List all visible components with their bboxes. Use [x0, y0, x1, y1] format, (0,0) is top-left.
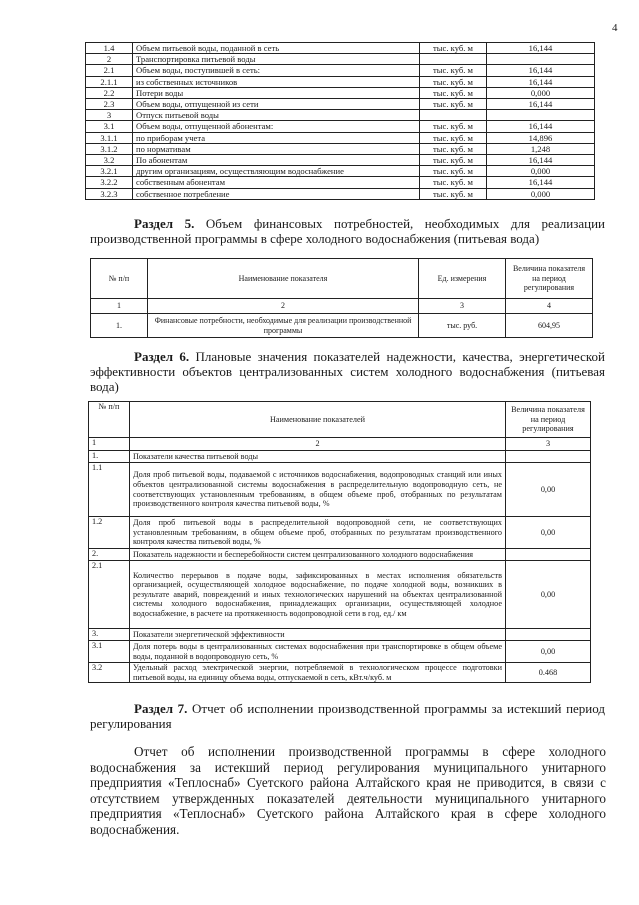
- table-cell: 2: [86, 54, 133, 65]
- table-cell: другим организациям, осуществляющим водоснабжение: [133, 166, 420, 177]
- table-cell: Показатель надежности и бесперебойности систем централизованного холодного водоснабжения: [130, 549, 506, 561]
- table-cell: 0,000: [487, 87, 595, 98]
- table-cell: [487, 54, 595, 65]
- header-cell: Ед. измерения: [419, 259, 506, 299]
- table-cell: 16,144: [487, 99, 595, 110]
- number-cell: 2: [130, 438, 506, 451]
- table-cell: тыс. куб. м: [420, 99, 487, 110]
- table-cell: 3.2: [86, 155, 133, 166]
- table-cell: тыс. куб. м: [420, 177, 487, 188]
- table-row: [89, 641, 591, 663]
- table-row: [86, 99, 595, 110]
- table-cell: Доля проб питьевой воды, подаваемой с источников водоснабжения, водопроводных станций или иных объектов централизованной системы водоснабжения в распределительную водопроводную сеть, не соответствующих установленным требованиям, в общем объеме проб, отобранных по результатам производственного контроля качества питьевой воды, %: [130, 463, 506, 517]
- number-cell: 4: [506, 299, 593, 314]
- table-cell: тыс. руб.: [419, 314, 506, 338]
- table-cell: 3.1: [86, 121, 133, 132]
- table-cell: Доля потерь воды в централизованных системах водоснабжения при транспортировке в общем объеме воды, поданной в водопроводную сеть, %: [130, 641, 506, 663]
- table-cell: тыс. куб. м: [420, 76, 487, 87]
- table-row: [86, 132, 595, 143]
- table-cell: 0,000: [487, 188, 595, 199]
- section7-text: Отчет об исполнении производственной программы в сфере холодного водоснабжения за истекший период регулирования муниципального унитарного предприятия «Теплоснаб» Суетского района Алтайского края не приводится, в связи с отсутствием утвержденных показателей деятельности муниципального унитарного предприятия «Теплоснаб» Суетского района Алтайского края в сфере холодного водоснабжения.: [90, 744, 606, 837]
- table-row: [89, 663, 591, 683]
- table-cell: 2.3: [86, 99, 133, 110]
- indicators-table: [88, 401, 591, 683]
- table-cell: 0.468: [506, 663, 591, 683]
- table-cell: Отпуск питьевой воды: [133, 110, 420, 121]
- table-cell: 2.1: [86, 65, 133, 76]
- table-cell: Потери воды: [133, 87, 420, 98]
- header-cell: Величина показателя на период регулирования: [506, 259, 593, 299]
- section6-title: Плановые значения показателей надежности, качества, энергетической эффективности объектов централизованных систем холодного водоснабжения (питьевая вода): [90, 349, 606, 394]
- table-row: [86, 166, 595, 177]
- table-cell: из собственных источников: [133, 76, 420, 87]
- section7-title: Отчет об исполнении производственной программы за истекший период регулирования: [90, 701, 605, 731]
- number-cell: 1: [91, 299, 148, 314]
- number-cell: 3: [419, 299, 506, 314]
- table-row: [89, 451, 591, 463]
- table-cell: 14,896: [487, 132, 595, 143]
- table-row: [89, 517, 591, 549]
- table-cell: по приборам учета: [133, 132, 420, 143]
- table-cell: [506, 451, 591, 463]
- table-cell: тыс. куб. м: [420, 143, 487, 154]
- table-cell: Доля проб питьевой воды в распределительной водопроводной сети, не соответствующих установленным требованиям, в общем объеме проб, отобранных по результатам производственного контроля качества питьевой воды, %: [130, 517, 506, 549]
- table-row: [86, 65, 595, 76]
- table-cell: Показатели энергетической эффективности: [130, 629, 506, 641]
- table-cell: 3.2.1: [86, 166, 133, 177]
- table-cell: 1.4: [86, 43, 133, 54]
- table-cell: Объем воды, отпущенной из сети: [133, 99, 420, 110]
- table-row: [89, 561, 591, 629]
- table-cell: Объем питьевой воды, поданной в сеть: [133, 43, 420, 54]
- table-cell: 16,144: [487, 155, 595, 166]
- table-row: [86, 155, 595, 166]
- table-cell: Объем воды, отпущенной абонентам:: [133, 121, 420, 132]
- table-cell: 16,144: [487, 43, 595, 54]
- table-cell: тыс. куб. м: [420, 65, 487, 76]
- table-row: [86, 54, 595, 65]
- table-row: [86, 143, 595, 154]
- table-cell: 1.2: [89, 517, 130, 549]
- table-cell: Транспортировка питьевой воды: [133, 54, 420, 65]
- table-cell: 0,000: [487, 166, 595, 177]
- table-row: [86, 76, 595, 87]
- table-cell: тыс. куб. м: [420, 155, 487, 166]
- section5-label: Раздел 5.: [134, 216, 195, 231]
- table-cell: тыс. куб. м: [420, 121, 487, 132]
- section6-heading: [90, 349, 605, 394]
- table-row: [89, 629, 591, 641]
- table-cell: 3.2.3: [86, 188, 133, 199]
- number-cell: 3: [506, 438, 591, 451]
- table-row: [89, 463, 591, 517]
- table-cell: по нормативам: [133, 143, 420, 154]
- table-cell: тыс. куб. м: [420, 166, 487, 177]
- header-cell: Наименование показателя: [148, 259, 419, 299]
- table-cell: 3.1.1: [86, 132, 133, 143]
- water-balance-table: [85, 42, 595, 200]
- table-cell: 1.1: [89, 463, 130, 517]
- table-cell: 2.: [89, 549, 130, 561]
- header-cell: Величина показателя на период регулирования: [506, 402, 591, 438]
- table-row: [86, 87, 595, 98]
- header-cell: Наименование показателей: [130, 402, 506, 438]
- table-cell: 16,144: [487, 65, 595, 76]
- table-cell: [487, 110, 595, 121]
- section6-label: Раздел 6.: [134, 349, 190, 364]
- page-number: 4: [612, 22, 618, 34]
- table-cell: Удельный расход электрической энергии, потребляемой в технологическом процессе подготовки питьевой воды, на единицу объема воды, отпускаемой в сеть, кВт.ч/куб. м: [130, 663, 506, 683]
- table-cell: 16,144: [487, 121, 595, 132]
- table-row: [86, 188, 595, 199]
- table-cell: 0,00: [506, 463, 591, 517]
- header-cell: № п/п: [91, 259, 148, 299]
- header-cell: № п/п: [89, 402, 130, 438]
- table-cell: 0,00: [506, 641, 591, 663]
- section7-heading: [90, 701, 605, 731]
- financial-needs-table: [90, 258, 593, 338]
- table-cell: 1.: [91, 314, 148, 338]
- table-cell: 16,144: [487, 177, 595, 188]
- table-cell: По абонентам: [133, 155, 420, 166]
- table-row: [86, 177, 595, 188]
- table-row: [86, 43, 595, 54]
- table-cell: 604,95: [506, 314, 593, 338]
- table-cell: Объем воды, поступившей в сеть:: [133, 65, 420, 76]
- table-cell: собственным абонентам: [133, 177, 420, 188]
- table-cell: 2.1: [89, 561, 130, 629]
- table-cell: [420, 54, 487, 65]
- table-cell: Количество перерывов в подаче воды, зафиксированных в местах исполнения обязательств организацией, осуществляющей холодное водоснабжение, по подаче холодной воды, возникших в результате аварий, повреждений и иных технологических нарушений на объектах централизованной системы холодного водоснабжения, принадлежащих организации, осуществляющей холодное водоснабжение, в расчете на протяженность водопроводной сети в год, ед./ км: [130, 561, 506, 629]
- table-cell: 1,248: [487, 143, 595, 154]
- table-row: [86, 110, 595, 121]
- table-cell: тыс. куб. м: [420, 43, 487, 54]
- section5-title: Объем финансовых потребностей, необходимых для реализации производственной программы в сфере холодного водоснабжения (питьевая вода): [90, 216, 605, 246]
- table-cell: 3.: [89, 629, 130, 641]
- number-cell: 2: [148, 299, 419, 314]
- table-cell: 3.1: [89, 641, 130, 663]
- table-cell: Показатели качества питьевой воды: [130, 451, 506, 463]
- number-cell: 1: [89, 438, 130, 451]
- table-row: [89, 549, 591, 561]
- section5-heading: [90, 216, 605, 246]
- section7-label: Раздел 7.: [134, 701, 188, 716]
- table-cell: собственное потребление: [133, 188, 420, 199]
- table-cell: 3.2: [89, 663, 130, 683]
- table-cell: 0,00: [506, 561, 591, 629]
- table-cell: 2.2: [86, 87, 133, 98]
- table-cell: тыс. куб. м: [420, 132, 487, 143]
- table-cell: 3.2.2: [86, 177, 133, 188]
- table-cell: Финансовые потребности, необходимые для реализации производственной программы: [148, 314, 419, 338]
- table-cell: 3.1.2: [86, 143, 133, 154]
- table-cell: 3: [86, 110, 133, 121]
- table-cell: 0,00: [506, 517, 591, 549]
- table-cell: тыс. куб. м: [420, 188, 487, 199]
- table-row: [86, 121, 595, 132]
- table-cell: 2.1.1: [86, 76, 133, 87]
- table-cell: [506, 549, 591, 561]
- table-cell: [506, 629, 591, 641]
- table-cell: [420, 110, 487, 121]
- table-cell: 1.: [89, 451, 130, 463]
- table-cell: тыс. куб. м: [420, 87, 487, 98]
- table-cell: 16,144: [487, 76, 595, 87]
